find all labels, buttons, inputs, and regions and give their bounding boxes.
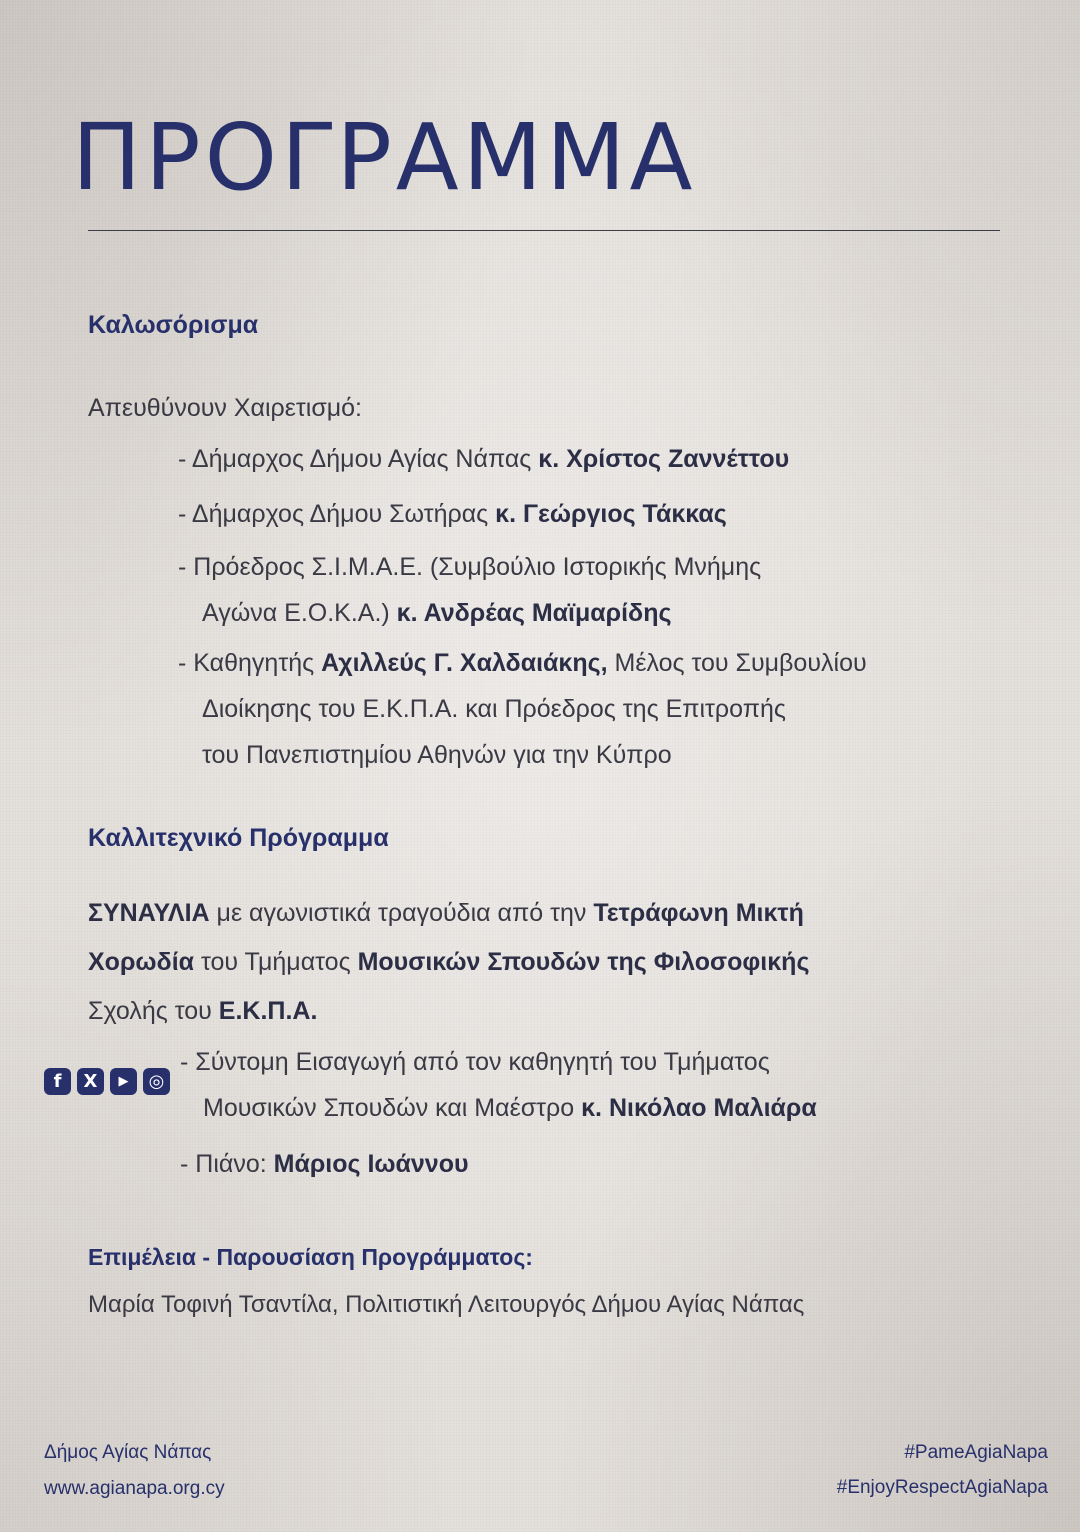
- concert-paragraph: ΣΥΝΑΥΛΙΑ με αγωνιστικά τραγούδια από την Τετράφωνη Μικτή Χορωδία του Τμήματος Μουσικών Σπουδών της Φιλοσοφικής Σχολής του Ε.Κ.Π.Α.: [88, 899, 810, 1025]
- youtube-icon[interactable]: ▶: [110, 1068, 137, 1095]
- art-item-1: - Σύντομη Εισαγωγή από τον καθηγητή του Τμήματος Μουσικών Σπουδών και Μαέστρο κ. Νικόλαο Μαλιάρα: [180, 1048, 817, 1122]
- website-link[interactable]: www.agianapa.org.cy: [44, 1478, 225, 1499]
- facebook-icon[interactable]: f: [44, 1068, 71, 1095]
- speaker-2-name: κ. Γεώργιος Τάκκας: [495, 500, 727, 528]
- speaker-4-name: Αχιλλεύς Γ. Χαλδαιάκης,: [321, 649, 608, 677]
- org-name: Δήμος Αγίας Νάπας: [44, 1442, 212, 1463]
- hashtag-pame: #PameAgiaNapa: [904, 1442, 1048, 1463]
- welcome-heading: Καλωσόρισμα: [88, 311, 259, 339]
- speaker-4: - Καθηγητής Αχιλλεύς Γ. Χαλδαιάκης, Μέλος του Συμβουλίου Διοίκησης του Ε.Κ.Π.Α. και Πρόεδρος της Επιτροπής του Πανεπιστημίου Αθηνών για την Κύπρο: [178, 649, 867, 769]
- hashtag-enjoy: #EnjoyRespectAgiaNapa: [836, 1477, 1048, 1498]
- art-heading: Καλλιτεχνικό Πρόγραμμα: [88, 824, 389, 852]
- pianist-name: Μάριος Ιωάννου: [273, 1150, 469, 1178]
- speaker-2: - Δήμαρχος Δήμου Σωτήρας κ. Γεώργιος Τάκκας: [178, 500, 727, 528]
- curation-text: Μαρία Τοφινή Τσαντίλα, Πολιτιστική Λειτουργός Δήμου Αγίας Νάπας: [88, 1291, 805, 1318]
- title-divider: [88, 230, 1000, 231]
- speaker-1: - Δήμαρχος Δήμου Αγίας Νάπας κ. Χρίστος Ζαννέττου: [178, 445, 790, 473]
- greet-label: Απευθύνουν Χαιρετισμό:: [88, 394, 362, 422]
- speaker-3: - Πρόεδρος Σ.Ι.Μ.Α.Ε. (Συμβούλιο Ιστορικής Μνήμης Αγώνα Ε.Ο.Κ.Α.) κ. Ανδρέας Μαϊμαρίδης: [178, 553, 762, 627]
- x-icon[interactable]: X: [77, 1068, 104, 1095]
- page-title: ΠΡΟΓΡΑΜΜΑ: [72, 104, 697, 211]
- curation-heading: Επιμέλεια - Παρουσίαση Προγράμματος:: [88, 1244, 533, 1270]
- art-item-2: - Πιάνο: Μάριος Ιωάννου: [180, 1150, 469, 1178]
- speaker-1-name: κ. Χρίστος Ζαννέττου: [538, 445, 790, 473]
- speaker-3-name: κ. Ανδρέας Μαϊμαρίδης: [396, 599, 672, 627]
- maestro-name: κ. Νικόλαο Μαλιάρα: [581, 1094, 817, 1122]
- social-icons: [44, 1068, 170, 1095]
- instagram-icon[interactable]: ◎: [143, 1068, 170, 1095]
